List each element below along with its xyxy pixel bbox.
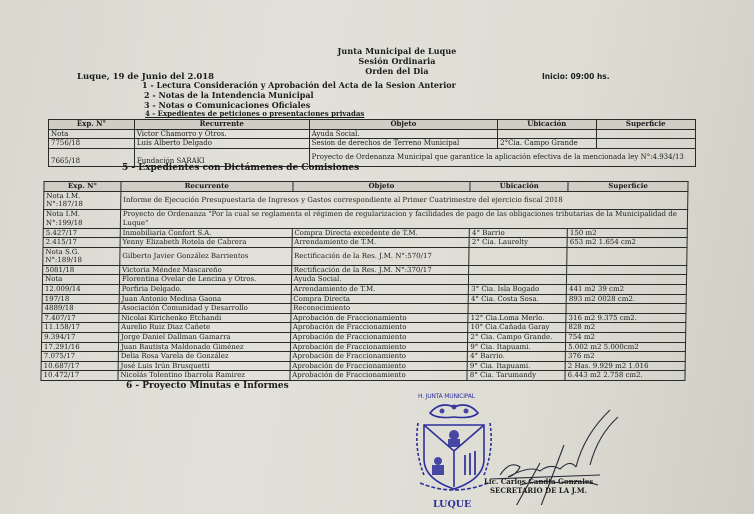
cell-exp: Nota bbox=[42, 275, 119, 285]
cell-ubicacion: 8° Cia. Tarumandy bbox=[467, 371, 565, 381]
cell-recurrente: Victor Chamorro y Otros. bbox=[134, 129, 309, 139]
cell-superficie: 828 m2 bbox=[566, 323, 686, 333]
table-row bbox=[41, 352, 685, 362]
cell-objeto: Aprobación de Fraccionamiento bbox=[290, 332, 468, 342]
table-row bbox=[43, 238, 687, 248]
cell-exp: 7.407/17 bbox=[42, 313, 119, 323]
col-header-exp: Exp. N° bbox=[49, 120, 135, 130]
agenda-item-4: 4 - Expedientes de peticiones o presentaciones privadas bbox=[145, 109, 365, 118]
private-petitions-table bbox=[48, 119, 696, 167]
cell-superficie bbox=[567, 265, 687, 275]
cell-exp: Nota I.M. N°:199/18 bbox=[43, 209, 120, 228]
cell-objeto: Rectificación de la Res. J.M. N°:370/17 bbox=[291, 265, 469, 275]
signatory-name: Lic. Carlos Candia Gonzales bbox=[484, 477, 594, 486]
cell-objeto: Rectificación de la Res. J.M. N°:570/17 bbox=[291, 247, 469, 265]
cell-exp: 2.415/17 bbox=[43, 238, 120, 248]
seal-bottom-text: LUQUE bbox=[433, 499, 472, 510]
cell-recurrente: Aurelio Ruiz Diaz Cañete bbox=[119, 323, 291, 333]
cell-recurrente: Victoria Méndez Mascareño bbox=[120, 265, 292, 275]
cell-exp: 17.291/16 bbox=[41, 342, 118, 352]
cell-superficie bbox=[567, 275, 687, 285]
cell-exp: 10.687/17 bbox=[41, 361, 118, 371]
table-header-row bbox=[49, 120, 696, 130]
agenda-item-3: 3 - Notas o Comunicaciones Oficiales bbox=[144, 100, 311, 110]
col-header-superficie: Superficie bbox=[568, 182, 688, 192]
cell-description: Informe de Ejecución Presupuestaria de Ingresos y Gastos correspondiente al Primer Cuatrimestre del ejercicio fiscal 2018 bbox=[121, 191, 688, 209]
header-order: Orden del Dia bbox=[365, 66, 429, 76]
commission-rows bbox=[41, 228, 687, 380]
cell-ubicacion bbox=[469, 265, 567, 275]
cell-ubicacion: 10° Cia.Cañada Garay bbox=[468, 323, 566, 333]
cell-ubicacion: 4° Barrio. bbox=[468, 352, 566, 362]
table-row bbox=[41, 371, 685, 381]
cell-recurrente: Inmobiliaria Confort S.A. bbox=[120, 228, 292, 238]
col-header-exp: Exp. N° bbox=[44, 182, 121, 192]
table-row bbox=[43, 228, 687, 238]
cell-ubicacion bbox=[469, 247, 567, 265]
cell-exp: 5081/18 bbox=[43, 265, 120, 275]
col-header-superficie: Superficie bbox=[596, 120, 695, 130]
cell-ubicacion bbox=[498, 129, 596, 139]
cell-superficie: 316 m2 9.375 cm2. bbox=[566, 313, 686, 323]
cell-objeto: Aprobación de Fraccionamiento bbox=[290, 352, 468, 362]
agenda-item-5: 5 - Expedientes con Dictámenes de Comisiones bbox=[122, 163, 360, 173]
signatory-role: SECRETARIO DE LA J.M. bbox=[490, 486, 588, 495]
cell-objeto: Ayuda Social. bbox=[309, 129, 497, 139]
cell-ubicacion: 2° Cia. Campo Grande. bbox=[468, 332, 566, 342]
cell-superficie: 376 m2 bbox=[565, 352, 685, 362]
cell-superficie bbox=[567, 247, 687, 265]
cell-superficie: 893 m2 0028 cm2. bbox=[566, 294, 686, 304]
col-header-objeto: Objeto bbox=[293, 182, 471, 192]
cell-exp: 12.009/14 bbox=[42, 284, 119, 294]
cell-exp: Nota S.G. N°:189/18 bbox=[43, 247, 120, 265]
cell-objeto: Proyecto de Ordenanza Municipal que garantice la aplicación efectiva de la mencionada ley N°:4.934/13 bbox=[309, 148, 695, 166]
cell-objeto: Compra Directa excedente de T.M. bbox=[292, 228, 470, 238]
cell-recurrente: Juan Antonio Medina Gaona bbox=[119, 294, 291, 304]
cell-objeto: Ayuda Social. bbox=[291, 275, 469, 285]
table-row bbox=[49, 129, 696, 139]
seal-top-text: H. JUNTA MUNICIPAL bbox=[418, 393, 475, 400]
cell-objeto: Aprobación de Fraccionamiento bbox=[290, 313, 468, 323]
table-row bbox=[41, 342, 685, 352]
cell-exp: 5.427/17 bbox=[43, 228, 120, 238]
cell-exp: Nota I.M. N°:187/18 bbox=[44, 191, 121, 209]
cell-superficie: 150 m2 bbox=[567, 228, 687, 238]
agenda-item-6: 6 - Proyecto Minutas e Informes bbox=[126, 381, 289, 391]
cell-superficie: 754 m2 bbox=[566, 332, 686, 342]
cell-exp: 10.472/17 bbox=[41, 371, 118, 381]
cell-recurrente: Porfiria Delgado. bbox=[119, 284, 291, 294]
cell-recurrente: Gilberto Javier González Barrientos bbox=[120, 247, 292, 265]
cell-ubicacion: 2°Cia. Campo Grande bbox=[498, 139, 596, 149]
cell-ubicacion bbox=[469, 275, 567, 285]
table-row bbox=[42, 323, 686, 333]
cell-objeto: Arrendamiento de T.M. bbox=[292, 238, 470, 248]
header-org: Junta Municipal de Luque bbox=[337, 46, 457, 56]
cell-objeto: Arrendamiento de T.M. bbox=[291, 284, 469, 294]
table-row bbox=[42, 294, 686, 304]
cell-ubicacion: 4° Barrio bbox=[469, 228, 567, 238]
cell-ubicacion: 3° Cia. Isla Bogado bbox=[469, 284, 567, 294]
cell-objeto: Aprobación de Fraccionamiento bbox=[290, 361, 468, 371]
cell-ubicacion: 4° Cia. Costa Sosa. bbox=[468, 294, 566, 304]
cell-superficie: 2 Has. 9.929 m2 1.016 bbox=[565, 361, 685, 371]
table-row bbox=[43, 247, 687, 265]
agenda-item-1: 1 - Lectura Consideración y Aprobación del Acta de la Sesion Anterior bbox=[142, 80, 456, 90]
cell-objeto: Aprobación de Fraccionamiento bbox=[290, 323, 468, 333]
col-header-recurrente: Recurrente bbox=[134, 120, 309, 130]
cell-exp: 7665/18 bbox=[49, 148, 135, 166]
col-header-ubicacion: Ubicación bbox=[470, 182, 568, 192]
cell-recurrente: José Luis Irún Brusquetti bbox=[118, 361, 290, 371]
cell-superficie: 653 m2 1.654 cm2 bbox=[567, 238, 687, 248]
table-header-row bbox=[44, 182, 688, 192]
cell-objeto: Sesion de derechos de Terreno Municipal bbox=[309, 139, 497, 149]
cell-recurrente: Asociación Comunidad y Desarrollo bbox=[119, 304, 291, 314]
table-row bbox=[43, 209, 687, 228]
cell-ubicacion: 2° Cia. Laurelty bbox=[469, 238, 567, 248]
table-row bbox=[42, 304, 686, 314]
cell-exp: 9.394/17 bbox=[42, 332, 119, 342]
col-header-ubicacion: Ubicación bbox=[498, 120, 596, 130]
cell-superficie bbox=[596, 139, 695, 149]
cell-superficie: 6.443 m2 2.758 cm2. bbox=[565, 371, 685, 381]
cell-superficie: 5.002 m2 5.000cm2 bbox=[566, 342, 686, 352]
cell-description: Proyecto de Ordenanza "Por la cual se reglamenta el régimen de regularizacion y facilidades de pago de las obligaciones tributarias de la Municipalidad de Luque" bbox=[120, 209, 687, 228]
cell-superficie: 441 m2 39 cm2 bbox=[566, 284, 686, 294]
header-session: Sesión Ordinaria bbox=[358, 56, 436, 66]
table-row bbox=[42, 284, 686, 294]
cell-recurrente: Fundación SARAKI bbox=[134, 148, 309, 166]
document-date: Luque, 19 de Junio del 2.018 bbox=[77, 72, 215, 82]
cell-exp: 7.075/17 bbox=[41, 352, 118, 362]
cell-ubicacion: 12° Cia.Loma Merlo. bbox=[468, 313, 566, 323]
cell-recurrente: Yenny Elizabeth Rotela de Cabrera bbox=[120, 238, 292, 248]
cell-objeto: Reconocimiento bbox=[291, 304, 469, 314]
cell-recurrente: Nicolás Tolentino Ibarrola Ramirez bbox=[118, 371, 290, 381]
col-header-objeto: Objeto bbox=[309, 120, 497, 130]
commission-rulings-table bbox=[40, 181, 688, 381]
cell-exp: 4889/18 bbox=[42, 304, 119, 314]
cell-ubicacion bbox=[468, 304, 566, 314]
cell-exp: 7756/18 bbox=[49, 139, 135, 149]
table-row bbox=[43, 265, 687, 275]
cell-recurrente: Delia Rosa Varela de González bbox=[118, 352, 290, 362]
agenda-item-2: 2 - Notas de la Intendencia Municipal bbox=[144, 90, 314, 100]
table-row bbox=[42, 332, 686, 342]
cell-recurrente: Nicolai Kirichenko Etchandi bbox=[119, 313, 291, 323]
table-row bbox=[49, 139, 696, 149]
cell-superficie bbox=[596, 129, 695, 139]
cell-exp: Nota bbox=[49, 129, 135, 139]
table-row bbox=[41, 361, 685, 371]
cell-exp: 11.158/17 bbox=[42, 323, 119, 333]
table-row bbox=[42, 275, 686, 285]
cell-ubicacion: 9° Cia. Itapuami. bbox=[468, 342, 566, 352]
cell-recurrente: Luis Alberto Delgado bbox=[134, 139, 309, 149]
cell-recurrente: Florentina Ovelar de Lencina y Otros. bbox=[119, 275, 291, 285]
cell-ubicacion: 9° Cia. Itapuami. bbox=[467, 361, 565, 371]
col-header-recurrente: Recurrente bbox=[121, 182, 293, 192]
cell-recurrente: Jorge Daniel Dallman Gamarra bbox=[118, 332, 290, 342]
cell-recurrente: Juan Bautista Maldonado Giménez bbox=[118, 342, 290, 352]
cell-objeto: Aprobación de Fraccionamiento bbox=[290, 342, 468, 352]
cell-superficie bbox=[566, 304, 686, 314]
start-time: Inicio: 09:00 hs. bbox=[542, 72, 610, 81]
cell-objeto: Compra Directa bbox=[291, 294, 469, 304]
table-row bbox=[44, 191, 688, 209]
cell-exp: 197/18 bbox=[42, 294, 119, 304]
cell-objeto: Aprobación de Fraccionamiento bbox=[290, 371, 468, 381]
table-row bbox=[42, 313, 686, 323]
